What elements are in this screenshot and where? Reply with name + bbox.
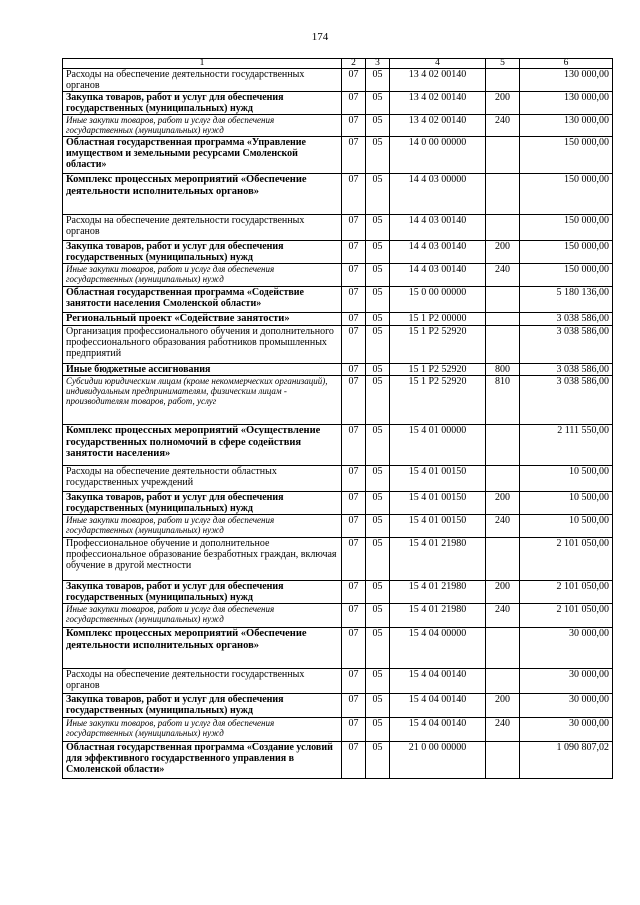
row-amount: 150 000,00 <box>520 264 613 287</box>
row-amount: 150 000,00 <box>520 241 613 264</box>
row-subsection: 05 <box>366 264 390 287</box>
table-row <box>63 326 613 364</box>
row-subsection: 05 <box>366 326 390 364</box>
row-name: Расходы на обеспечение деятельности государственных органов <box>63 69 342 92</box>
row-amount: 30 000,00 <box>520 628 613 669</box>
row-name: Расходы на обеспечение деятельности государственных органов <box>63 215 342 241</box>
row-section: 07 <box>342 69 366 92</box>
table-row <box>63 137 613 174</box>
row-amount: 130 000,00 <box>520 92 613 115</box>
row-expense-type <box>486 137 520 174</box>
table-row <box>63 69 613 92</box>
row-expense-type: 240 <box>486 515 520 538</box>
row-section: 07 <box>342 604 366 628</box>
row-target-article: 15 0 00 00000 <box>390 287 486 313</box>
row-section: 07 <box>342 137 366 174</box>
table-row <box>63 492 613 515</box>
row-expense-type: 200 <box>486 241 520 264</box>
row-amount: 10 500,00 <box>520 515 613 538</box>
header-row <box>63 59 613 69</box>
row-amount: 2 111 550,00 <box>520 425 613 466</box>
row-subsection: 05 <box>366 742 390 779</box>
row-name: Иные закупки товаров, работ и услуг для обеспечения государственных (муниципальных) нужд <box>63 604 342 628</box>
row-amount: 150 000,00 <box>520 174 613 215</box>
budget-table <box>62 58 613 779</box>
table-row <box>63 604 613 628</box>
row-subsection: 05 <box>366 313 390 326</box>
table-row <box>63 581 613 604</box>
row-amount: 3 038 586,00 <box>520 313 613 326</box>
row-section: 07 <box>342 287 366 313</box>
row-name: Закупка товаров, работ и услуг для обеспечения государственных (муниципальных) нужд <box>63 694 342 718</box>
row-expense-type <box>486 215 520 241</box>
row-target-article: 15 1 Р2 00000 <box>390 313 486 326</box>
row-target-article: 15 4 01 00150 <box>390 515 486 538</box>
table-row <box>63 538 613 581</box>
table-row <box>63 287 613 313</box>
row-name: Иные закупки товаров, работ и услуг для обеспечения государственных (муниципальных) нужд <box>63 515 342 538</box>
row-section: 07 <box>342 326 366 364</box>
row-section: 07 <box>342 538 366 581</box>
row-name: Комплекс процессных мероприятий «Обеспечение деятельности исполнительных органов» <box>63 628 342 669</box>
row-target-article: 15 1 Р2 52920 <box>390 326 486 364</box>
header-col-6: 6 <box>520 59 613 69</box>
row-section: 07 <box>342 694 366 718</box>
row-section: 07 <box>342 492 366 515</box>
row-target-article: 15 4 01 21980 <box>390 604 486 628</box>
row-target-article: 15 4 01 21980 <box>390 581 486 604</box>
row-target-article: 13 4 02 00140 <box>390 115 486 137</box>
row-subsection: 05 <box>366 287 390 313</box>
row-name: Региональный проект «Содействие занятости» <box>63 313 342 326</box>
table-row <box>63 669 613 694</box>
row-section: 07 <box>342 264 366 287</box>
row-target-article: 15 4 04 00140 <box>390 694 486 718</box>
row-name: Закупка товаров, работ и услуг для обеспечения государственных (муниципальных) нужд <box>63 92 342 115</box>
row-amount: 30 000,00 <box>520 694 613 718</box>
header-col-3: 3 <box>366 59 390 69</box>
row-section: 07 <box>342 313 366 326</box>
table-row <box>63 466 613 492</box>
row-expense-type: 810 <box>486 376 520 425</box>
row-subsection: 05 <box>366 215 390 241</box>
row-expense-type <box>486 326 520 364</box>
table-row <box>63 515 613 538</box>
row-section: 07 <box>342 628 366 669</box>
table-row <box>63 742 613 779</box>
row-amount: 1 090 807,02 <box>520 742 613 779</box>
row-target-article: 15 4 01 21980 <box>390 538 486 581</box>
row-section: 07 <box>342 466 366 492</box>
row-subsection: 05 <box>366 669 390 694</box>
row-subsection: 05 <box>366 492 390 515</box>
row-name: Областная государственная программа «Создание условий для эффективного государственного управления в Смоленской области» <box>63 742 342 779</box>
row-amount: 2 101 050,00 <box>520 581 613 604</box>
table-row <box>63 264 613 287</box>
row-expense-type: 200 <box>486 694 520 718</box>
row-section: 07 <box>342 92 366 115</box>
row-section: 07 <box>342 581 366 604</box>
table-row <box>63 313 613 326</box>
row-expense-type: 240 <box>486 115 520 137</box>
row-name: Иные закупки товаров, работ и услуг для обеспечения государственных (муниципальных) нужд <box>63 115 342 137</box>
row-target-article: 13 4 02 00140 <box>390 69 486 92</box>
row-name: Иные закупки товаров, работ и услуг для обеспечения государственных (муниципальных) нужд <box>63 264 342 287</box>
row-target-article: 14 4 03 00140 <box>390 241 486 264</box>
row-expense-type: 200 <box>486 92 520 115</box>
row-target-article: 15 4 01 00150 <box>390 466 486 492</box>
row-amount: 130 000,00 <box>520 115 613 137</box>
header-col-2: 2 <box>342 59 366 69</box>
row-expense-type: 200 <box>486 581 520 604</box>
row-target-article: 14 0 00 00000 <box>390 137 486 174</box>
row-name: Областная государственная программа «Управление имуществом и земельными ресурсами Смоленской области» <box>63 137 342 174</box>
row-subsection: 05 <box>366 376 390 425</box>
row-expense-type <box>486 287 520 313</box>
row-name: Иные закупки товаров, работ и услуг для обеспечения государственных (муниципальных) нужд <box>63 718 342 742</box>
row-target-article: 15 4 01 00150 <box>390 492 486 515</box>
row-target-article: 15 1 Р2 52920 <box>390 376 486 425</box>
row-subsection: 05 <box>366 364 390 376</box>
row-name: Областная государственная программа «Содействие занятости населения Смоленской области» <box>63 287 342 313</box>
row-amount: 3 038 586,00 <box>520 326 613 364</box>
row-subsection: 05 <box>366 515 390 538</box>
row-name: Закупка товаров, работ и услуг для обеспечения государственных (муниципальных) нужд <box>63 492 342 515</box>
row-target-article: 15 4 04 00140 <box>390 669 486 694</box>
row-section: 07 <box>342 241 366 264</box>
table-row <box>63 215 613 241</box>
header-col-1: 1 <box>63 59 342 69</box>
row-target-article: 15 4 01 00000 <box>390 425 486 466</box>
row-amount: 150 000,00 <box>520 215 613 241</box>
row-subsection: 05 <box>366 581 390 604</box>
row-section: 07 <box>342 425 366 466</box>
table-row <box>63 718 613 742</box>
row-expense-type: 240 <box>486 604 520 628</box>
row-name: Профессиональное обучение и дополнительное профессиональное образование безработных граждан, включая обучение в другой местности <box>63 538 342 581</box>
row-amount: 2 101 050,00 <box>520 538 613 581</box>
header-col-4: 4 <box>390 59 486 69</box>
row-subsection: 05 <box>366 718 390 742</box>
row-expense-type <box>486 174 520 215</box>
row-expense-type <box>486 538 520 581</box>
row-name: Комплекс процессных мероприятий «Осуществление государственных полномочий в сфере содействия занятости населения» <box>63 425 342 466</box>
row-expense-type: 200 <box>486 492 520 515</box>
table-body <box>63 69 613 779</box>
row-subsection: 05 <box>366 241 390 264</box>
row-subsection: 05 <box>366 69 390 92</box>
row-subsection: 05 <box>366 538 390 581</box>
row-expense-type: 240 <box>486 264 520 287</box>
header-col-5: 5 <box>486 59 520 69</box>
row-subsection: 05 <box>366 174 390 215</box>
row-amount: 5 180 136,00 <box>520 287 613 313</box>
row-name: Расходы на обеспечение деятельности областных государственных учреждений <box>63 466 342 492</box>
row-target-article: 15 1 Р2 52920 <box>390 364 486 376</box>
row-amount: 3 038 586,00 <box>520 364 613 376</box>
table-row <box>63 425 613 466</box>
row-amount: 30 000,00 <box>520 669 613 694</box>
row-target-article: 15 4 04 00140 <box>390 718 486 742</box>
row-target-article: 14 4 03 00000 <box>390 174 486 215</box>
row-name: Расходы на обеспечение деятельности государственных органов <box>63 669 342 694</box>
row-name: Закупка товаров, работ и услуг для обеспечения государственных (муниципальных) нужд <box>63 581 342 604</box>
row-amount: 10 500,00 <box>520 492 613 515</box>
row-subsection: 05 <box>366 466 390 492</box>
table-row <box>63 364 613 376</box>
row-amount: 10 500,00 <box>520 466 613 492</box>
row-amount: 2 101 050,00 <box>520 604 613 628</box>
table-row <box>63 376 613 425</box>
row-name: Организация профессионального обучения и дополнительного профессионального образования работников промышленных предприятий <box>63 326 342 364</box>
table-row <box>63 628 613 669</box>
row-subsection: 05 <box>366 92 390 115</box>
row-section: 07 <box>342 115 366 137</box>
row-name: Комплекс процессных мероприятий «Обеспечение деятельности исполнительных органов» <box>63 174 342 215</box>
row-target-article: 13 4 02 00140 <box>390 92 486 115</box>
row-expense-type <box>486 425 520 466</box>
row-target-article: 14 4 03 00140 <box>390 264 486 287</box>
row-target-article: 15 4 04 00000 <box>390 628 486 669</box>
row-subsection: 05 <box>366 628 390 669</box>
row-expense-type <box>486 466 520 492</box>
row-section: 07 <box>342 669 366 694</box>
row-subsection: 05 <box>366 137 390 174</box>
row-amount: 3 038 586,00 <box>520 376 613 425</box>
row-amount: 150 000,00 <box>520 137 613 174</box>
row-section: 07 <box>342 742 366 779</box>
table-row <box>63 115 613 137</box>
row-section: 07 <box>342 515 366 538</box>
row-section: 07 <box>342 364 366 376</box>
row-section: 07 <box>342 215 366 241</box>
row-subsection: 05 <box>366 694 390 718</box>
table-row <box>63 92 613 115</box>
row-expense-type <box>486 669 520 694</box>
row-target-article: 21 0 00 00000 <box>390 742 486 779</box>
row-subsection: 05 <box>366 115 390 137</box>
row-section: 07 <box>342 718 366 742</box>
row-name: Иные бюджетные ассигнования <box>63 364 342 376</box>
table-row <box>63 174 613 215</box>
row-subsection: 05 <box>366 425 390 466</box>
row-subsection: 05 <box>366 604 390 628</box>
row-section: 07 <box>342 174 366 215</box>
table-row <box>63 241 613 264</box>
row-amount: 30 000,00 <box>520 718 613 742</box>
table-row <box>63 694 613 718</box>
page-number: 174 <box>311 31 329 43</box>
row-expense-type: 800 <box>486 364 520 376</box>
row-name: Субсидии юридическим лицам (кроме некоммерческих организаций), индивидуальным предпринимателям, физическим лицам - производителям товаров, работ, услуг <box>63 376 342 425</box>
row-expense-type <box>486 69 520 92</box>
row-expense-type <box>486 742 520 779</box>
row-name: Закупка товаров, работ и услуг для обеспечения государственных (муниципальных) нужд <box>63 241 342 264</box>
row-section: 07 <box>342 376 366 425</box>
row-expense-type <box>486 628 520 669</box>
row-target-article: 14 4 03 00140 <box>390 215 486 241</box>
row-expense-type <box>486 313 520 326</box>
row-amount: 130 000,00 <box>520 69 613 92</box>
row-expense-type: 240 <box>486 718 520 742</box>
